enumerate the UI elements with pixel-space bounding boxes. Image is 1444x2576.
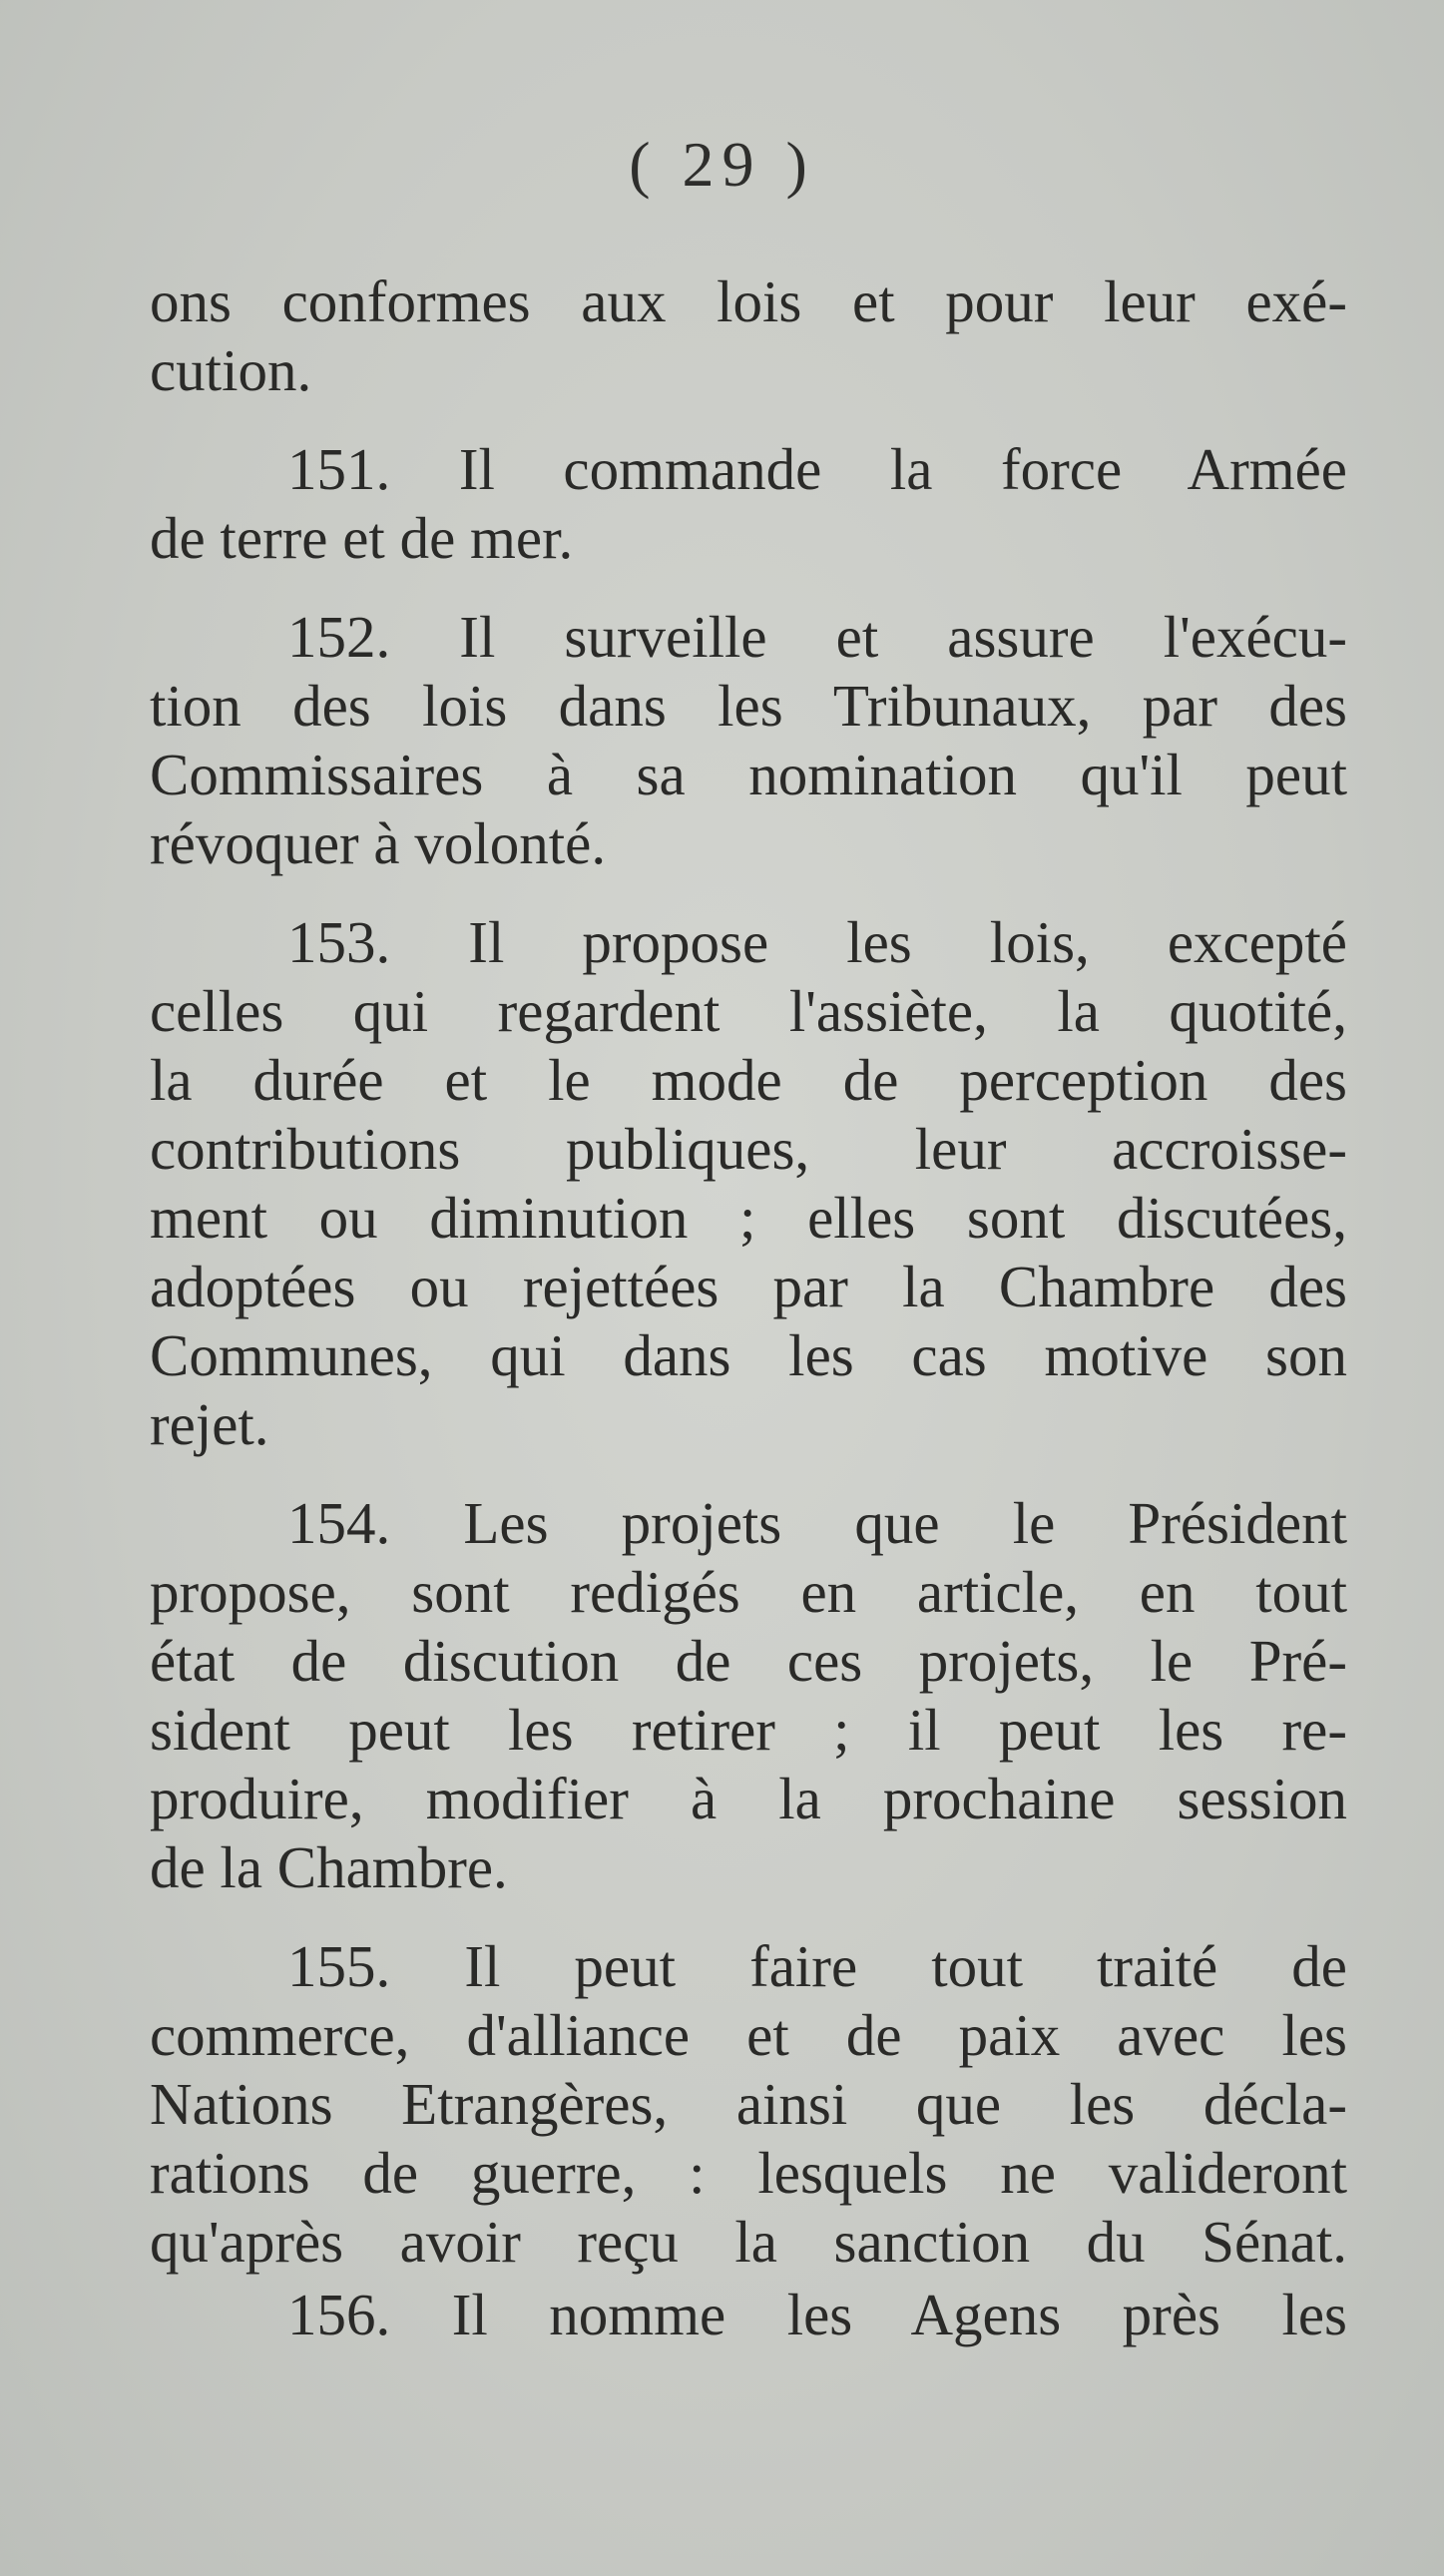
article-first-line: 152. Il surveille et assure l'exécu- [287, 604, 1347, 670]
text-line: rations de guerre, : lesquels ne valideront [150, 2140, 1347, 2206]
text-line: produire, modifier à la prochaine session [150, 1766, 1347, 1831]
text-line: cution. [150, 337, 312, 403]
paragraph-gap [150, 405, 1347, 435]
text-line: Nations Etrangères, ainsi que les décla- [150, 2071, 1347, 2137]
body-text [150, 267, 1347, 2349]
text-line: propose, sont redigés en article, en tout [150, 1559, 1347, 1625]
text-line: Communes, qui dans les cas motive son [150, 1322, 1347, 1388]
text-line: de la Chambre. [150, 1834, 508, 1900]
text-line: commerce, d'alliance et de paix avec les [150, 2002, 1347, 2068]
text-line: celles qui regardent l'assiète, la quotité, [150, 978, 1347, 1044]
paragraph-gap [150, 878, 1347, 908]
text-line: état de discution de ces projets, le Pré- [150, 1628, 1347, 1694]
article-first-line: 154. Les projets que le Président [287, 1490, 1347, 1556]
paragraph-gap [150, 573, 1347, 603]
text-line: ment ou diminution ; elles sont discutées, [150, 1185, 1347, 1251]
article-first-line: 153. Il propose les lois, excepté [287, 909, 1347, 975]
text-line: de terre et de mer. [150, 505, 574, 571]
text-line: contributions publiques, leur accroisse- [150, 1116, 1347, 1182]
text-line: sident peut les retirer ; il peut les re- [150, 1697, 1347, 1763]
article-first-line: 151. Il commande la force Armée [287, 436, 1347, 502]
paragraph-gap [150, 1902, 1347, 1932]
text-line: tion des lois dans les Tribunaux, par des [150, 673, 1347, 739]
text-line: qu'après avoir reçu la sanction du Sénat. [150, 2209, 1347, 2275]
article-first-line: 156. Il nomme les Agens près les [287, 2282, 1347, 2347]
text-line: révoquer à volonté. [150, 810, 607, 876]
text-line: rejet. [150, 1391, 269, 1457]
text-line: adoptées ou rejettées par la Chambre des [150, 1254, 1347, 1319]
page-number: ( 29 ) [629, 129, 815, 200]
paragraph-gap [150, 1459, 1347, 1489]
text-line: la durée et le mode de perception des [150, 1047, 1347, 1113]
text-line: ons conformes aux lois et pour leur exé- [150, 268, 1347, 334]
article-first-line: 155. Il peut faire tout traité de [287, 1933, 1347, 1999]
text-line: Commissaires à sa nomination qu'il peut [150, 742, 1347, 807]
